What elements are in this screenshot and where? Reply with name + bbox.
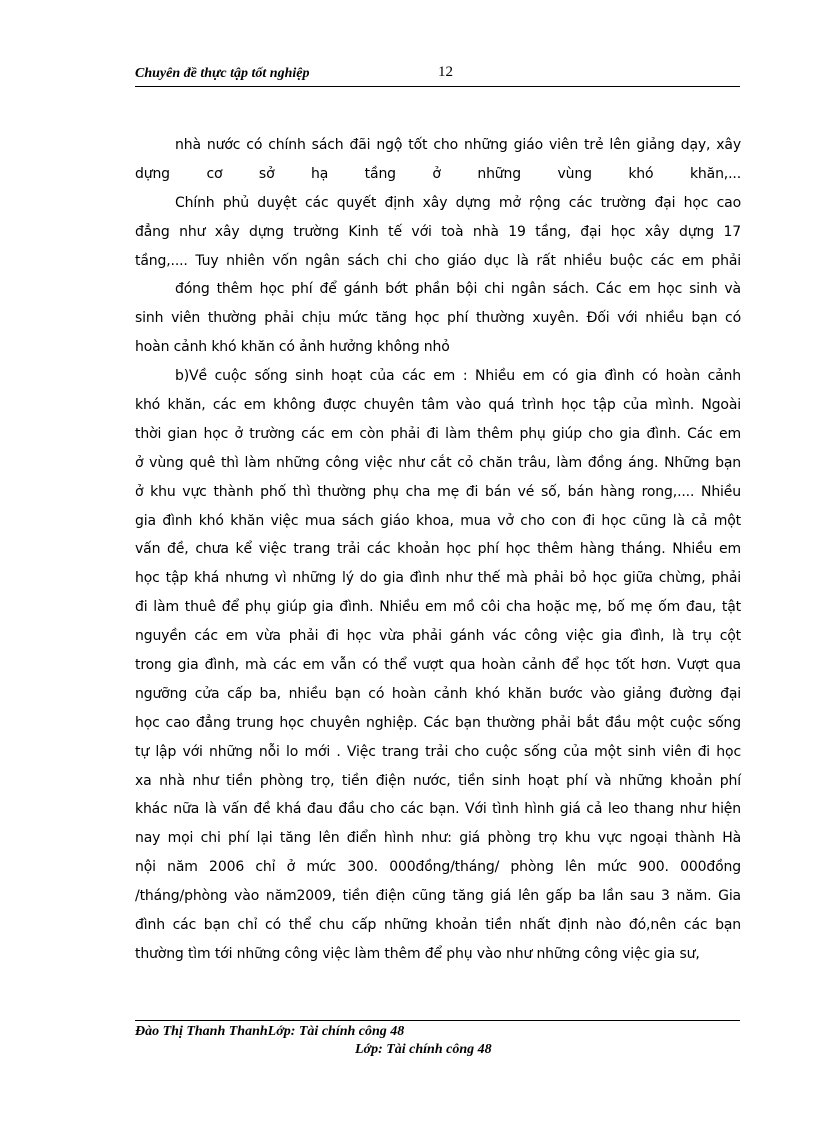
text-line: Chính phủ duyệt các quyết định xây dựng mở rộng các trường đại học cao bbox=[175, 194, 741, 211]
text-line: tầng,.... Tuy nhiên vốn ngân sách chi cho giáo dục là rất nhiều buộc các em phải bbox=[135, 252, 741, 269]
footer-author: Đào Thị Thanh ThanhLớp: Tài chính công 48 bbox=[135, 1024, 405, 1039]
text-line: nội năm 2006 chỉ ở mức 300. 000đồng/tháng/ phòng lên mức 900. 000đồng bbox=[135, 859, 741, 876]
text-line: trong gia đình, mà các em vẫn có thể vượt qua hoàn cảnh để học tốt hơn. Vượt qua bbox=[135, 657, 741, 674]
footer-class: Lớp: Tài chính công 48 bbox=[355, 1042, 492, 1057]
text-line: đi làm thuê để phụ giúp gia đình. Nhiều em mồ côi cha hoặc mẹ, bố mẹ ốm đau, tật bbox=[135, 599, 741, 616]
text-line: ở khu vực thành phố thì thường phụ cha mẹ đi bán vé số, bán hàng rong,.... Nhiều bbox=[135, 483, 741, 500]
text-line: nguyền các em vừa phải đi học vừa phải gánh vác công việc gia đình, là trụ cột bbox=[135, 628, 741, 645]
text-line: đóng thêm học phí để gánh bớt phần bội chi ngân sách. Các em học sinh và bbox=[175, 281, 741, 298]
text-line: học cao đẳng trung học chuyên nghiệp. Các bạn thường phải bắt đầu một cuộc sống bbox=[135, 714, 741, 731]
text-line: nhà nước có chính sách đãi ngộ tốt cho những giáo viên trẻ lên giảng dạy, xây bbox=[175, 137, 741, 153]
text-line: ngưỡng cửa cấp ba, nhiều bạn có hoàn cảnh khó khăn bước vào giảng đường đại bbox=[135, 685, 741, 702]
header-title: Chuyên đề thực tập tốt nghiệp bbox=[135, 66, 310, 81]
footer-divider bbox=[135, 1020, 740, 1021]
text-line: khó khăn, các em không được chuyên tâm vào quá trình học tập của mình. Ngoài bbox=[135, 397, 741, 414]
text-line: học tập khá nhưng vì những lý do gia đình như thế mà phải bỏ học giữa chừng, phải bbox=[135, 570, 741, 587]
text-line: gia đình khó khăn việc mua sách giáo khoa, mua vở cho con đi học cũng là cả một bbox=[135, 512, 741, 529]
text-line: thường tìm tới những công việc làm thêm để phụ vào như những công việc gia sư, bbox=[135, 945, 700, 962]
text-line: đình các bạn chỉ có thể chu cấp những khoản tiền nhất định nào đó,nên các bạn bbox=[135, 917, 741, 934]
body-text bbox=[135, 131, 741, 969]
page-number: 12 bbox=[438, 64, 453, 80]
text-line: dựng cơ sở hạ tầng ở những vùng khó khăn,... bbox=[135, 165, 741, 182]
text-line: vấn đề, chưa kể việc trang trải các khoản học phí học thêm hàng tháng. Nhiều em bbox=[135, 541, 741, 558]
text-line: /tháng/phòng vào năm2009, tiền điện cũng tăng giá lên gấp ba lần sau 3 năm. Gia bbox=[135, 888, 741, 905]
text-line: đẳng như xây dựng trường Kinh tế với toà nhà 19 tầng, đại học xây dựng 17 bbox=[135, 223, 741, 240]
page-header bbox=[135, 62, 740, 87]
text-line: b)Về cuộc sống sinh hoạt của các em : Nhiều em có gia đình có hoàn cảnh bbox=[175, 368, 741, 385]
text-line: nay mọi chi phí lại tăng lên điển hình như: giá phòng trọ khu vực ngoại thành Hà bbox=[135, 830, 741, 847]
text-line: sinh viên thường phải chịu mức tăng học phí thường xuyên. Đối với nhiều bạn có bbox=[135, 310, 741, 327]
text-line: tự lập với những nỗi lo mới . Việc trang trải cho cuộc sống của một sinh viên đi học bbox=[135, 743, 741, 760]
text-line: hoàn cảnh khó khăn có ảnh hưởng không nhỏ bbox=[135, 339, 450, 356]
text-line: xa nhà như tiền phòng trọ, tiền điện nước, tiền sinh hoạt phí và những khoản phí bbox=[135, 772, 741, 789]
text-line: khác nữa là vấn đề khá đau đầu cho các bạn. Với tình hình giá cả leo thang như hiện bbox=[135, 801, 741, 818]
text-line: ở vùng quê thì làm những công việc như cắt cỏ chăn trâu, làm đồng áng. Những bạn bbox=[135, 454, 741, 471]
text-line: thời gian học ở trường các em còn phải đi làm thêm phụ giúp cho gia đình. Các em bbox=[135, 425, 741, 442]
